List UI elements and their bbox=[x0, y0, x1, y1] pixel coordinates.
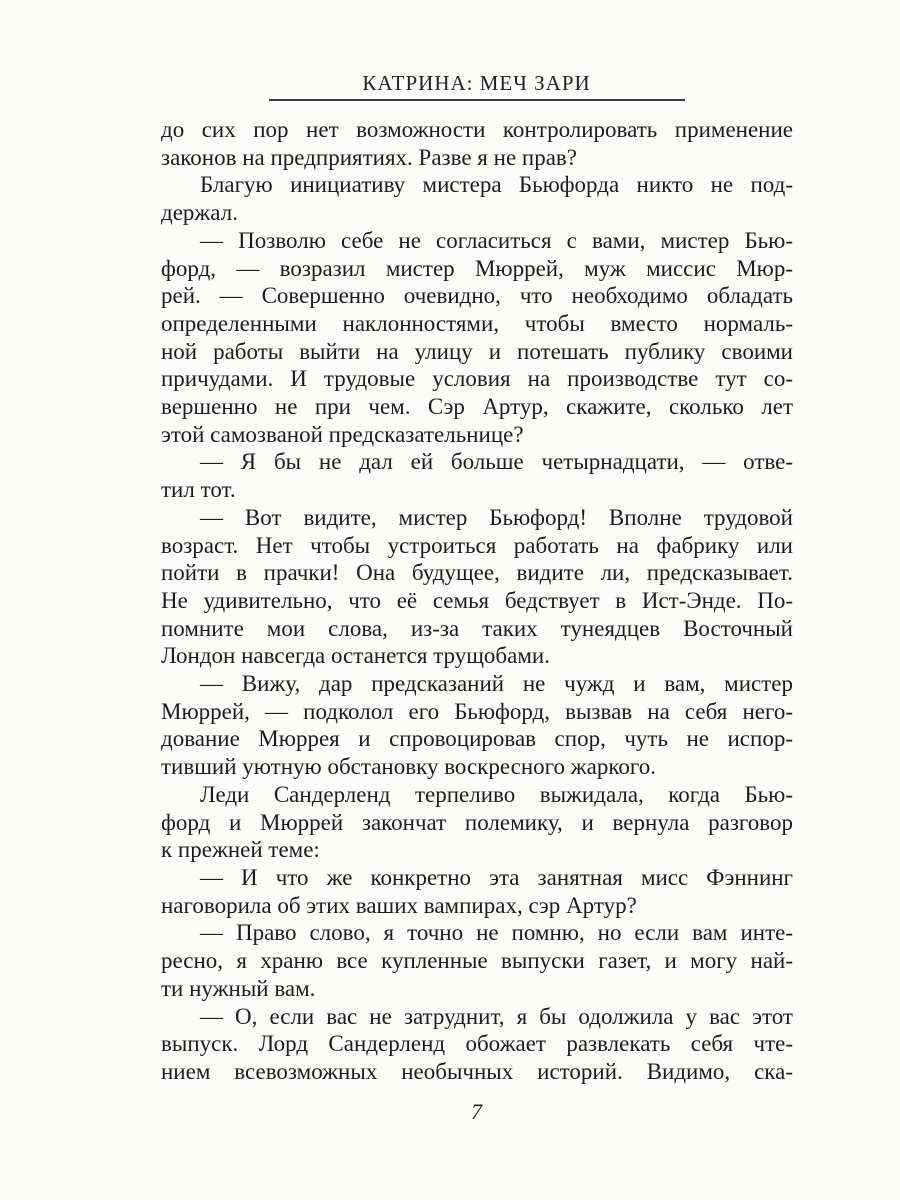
page-number: 7 bbox=[471, 1099, 482, 1124]
text-line: этой самозваной предсказательнице? bbox=[161, 421, 524, 447]
text-line: законов на предприятиях. Разве я не прав? bbox=[161, 144, 577, 170]
running-header: КАТРИНА: МЕЧ ЗАРИ bbox=[362, 71, 591, 95]
header-rule bbox=[269, 99, 685, 101]
text-line: дование Мюррея и спровоцировав спор, чуть не испор- bbox=[161, 726, 793, 752]
text-line: — Я бы не дал ей больше четырнадцати, — отве- bbox=[200, 449, 793, 475]
text-line: ти нужный вам. bbox=[161, 975, 316, 1001]
text-line: Леди Сандерленд терпеливо выжидала, когда Бью- bbox=[200, 781, 793, 807]
text-line: рей. — Совершенно очевидно, что необходимо обладать bbox=[161, 283, 793, 309]
text-line: держал. bbox=[161, 200, 238, 226]
text-line: Благую инициативу мистера Бьюфорда никто не под- bbox=[200, 172, 793, 198]
text-line: пойти в прачки! Она будущее, видите ли, предсказывает. bbox=[161, 560, 793, 586]
text-line: ресно, я храню все купленные выпуски газет, и могу най- bbox=[161, 948, 793, 974]
text-line: тивший уютную обстановку воскресного жаркого. bbox=[161, 754, 656, 780]
text-line: — Вот видите, мистер Бьюфорд! Вполне трудовой bbox=[200, 504, 793, 530]
text-line: Не удивительно, что её семья бедствует в Ист-Энде. По- bbox=[161, 587, 793, 613]
text-line: выпуск. Лорд Сандерленд обожает развлекать себя чте- bbox=[161, 1031, 793, 1057]
text-line: до сих пор нет возможности контролировать применение bbox=[161, 117, 793, 142]
text-line: — Позволю себе не согласиться с вами, мистер Бью- bbox=[200, 227, 793, 253]
text-line: ной работы выйти на улицу и потешать публику своими bbox=[161, 338, 793, 364]
text-block bbox=[161, 116, 793, 1086]
text-line: форд и Мюррей закончат полемику, и вернула разговор bbox=[161, 809, 793, 835]
text-line: — Право слово, я точно не помню, но если вам инте- bbox=[200, 920, 793, 946]
text-line: — О, если вас не затруднит, я бы одолжила у вас этот bbox=[200, 1003, 793, 1029]
text-line: — Вижу, дар предсказаний не чужд и вам, мистер bbox=[200, 671, 793, 697]
text-line: наговорила об этих ваших вампирах, сэр Артур? bbox=[161, 892, 637, 918]
text-line: Мюррей, — подколол его Бьюфорд, вызвав на себя него- bbox=[161, 698, 793, 724]
text-line: — И что же конкретно эта занятная мисс Фэннинг bbox=[200, 864, 793, 890]
text-line: определенными наклонностями, чтобы вместо нормаль- bbox=[161, 310, 793, 336]
text-line: нием всевозможных необычных историй. Видимо, ска- bbox=[161, 1058, 793, 1084]
text-line: помните мои слова, из-за таких тунеядцев Восточный bbox=[161, 615, 793, 641]
text-line: причудами. И трудовые условия на производстве тут со- bbox=[161, 366, 793, 392]
text-line: форд, — возразил мистер Мюррей, муж миссис Мюр- bbox=[161, 255, 793, 281]
text-line: Лондон навсегда останется трущобами. bbox=[161, 643, 550, 669]
text-line: тил тот. bbox=[161, 477, 236, 503]
text-line: возраст. Нет чтобы устроиться работать на фабрику или bbox=[161, 532, 793, 558]
text-line: вершенно не при чем. Сэр Артур, скажите, сколько лет bbox=[161, 394, 793, 420]
text-line: к прежней теме: bbox=[161, 837, 320, 863]
